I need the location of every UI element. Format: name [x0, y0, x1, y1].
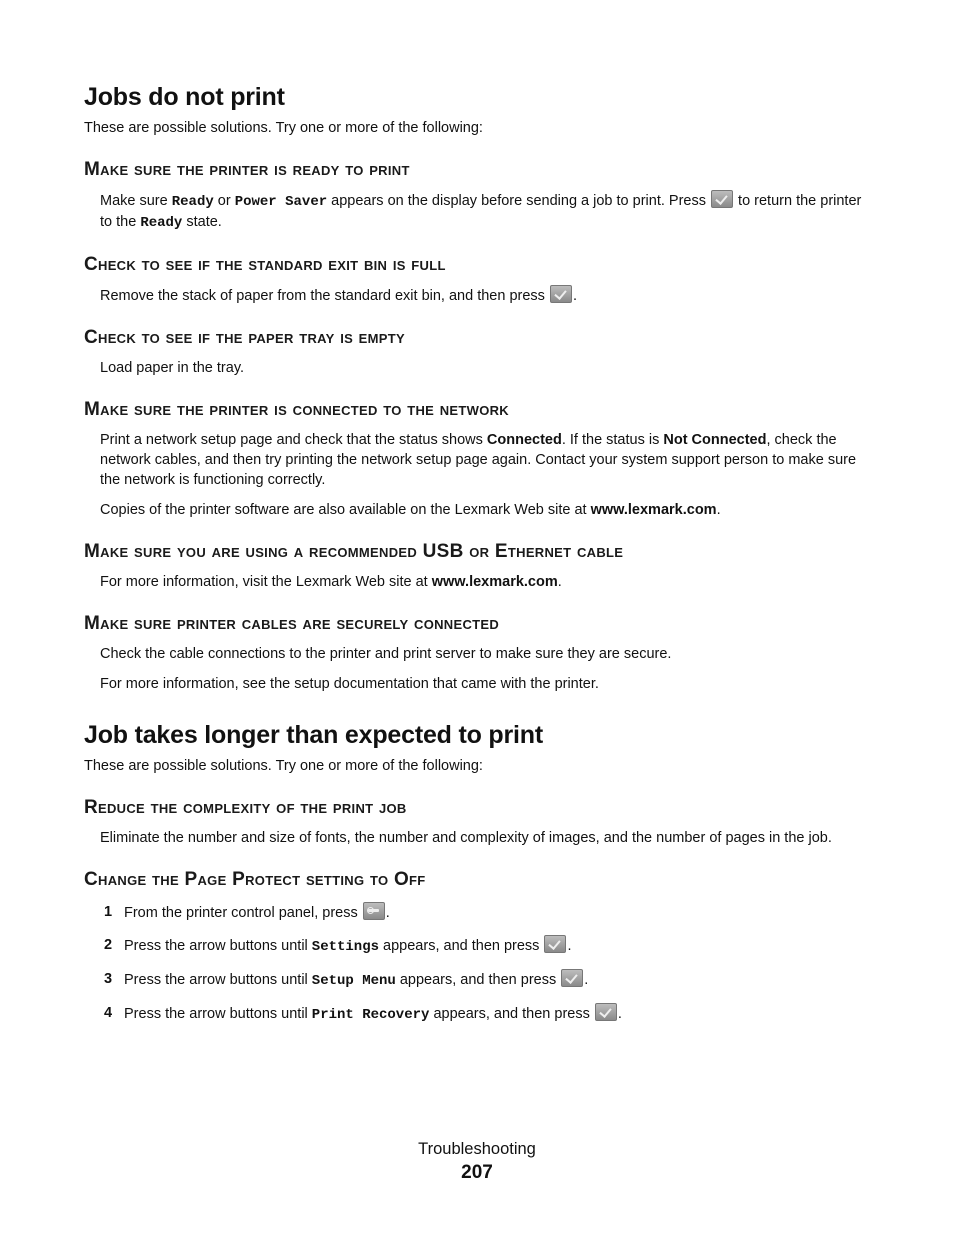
subsection-heading: Make sure printer cables are securely connected [84, 613, 500, 634]
paragraph: Check the cable connections to the printer and print server to make sure they are secure. [100, 646, 672, 662]
section-title-jobs-do-not-print: Jobs do not print [84, 83, 285, 111]
subsection-paper-tray [84, 326, 874, 378]
display-message: Print Recovery [311, 1007, 430, 1023]
subsection-heading: Make sure the printer is connected to the network [84, 399, 509, 420]
website-url: www.lexmark.com [590, 502, 717, 518]
display-message: Ready [171, 194, 214, 210]
section-intro: These are possible solutions. Try one or more of the following: [84, 120, 483, 136]
subsection-network [84, 398, 874, 520]
paragraph: Make sure Ready or Power Saver appears on the display before sending a job to print. Press to return the printer to the Ready state. [100, 190, 874, 233]
subsection-page-protect [84, 868, 874, 1025]
checkmark-button-icon [550, 285, 572, 303]
paragraph: Remove the stack of paper from the standard exit bin, and then press . [100, 285, 874, 306]
paragraph: Eliminate the number and size of fonts, the number and complexity of images, and the number of pages in the job. [100, 830, 832, 846]
step-item: 3 Press the arrow buttons until Setup Menu appears, and then press . [104, 971, 589, 989]
step-item: 2 Press the arrow buttons until Settings appears, and then press . [104, 937, 572, 955]
step-list [84, 902, 874, 1025]
menu-key-button-icon [363, 902, 385, 920]
subsection-cables [84, 612, 874, 694]
checkmark-button-icon [561, 969, 583, 987]
subsection-printer-ready [84, 158, 874, 233]
subsection-exit-bin [84, 253, 874, 306]
subsection-heading: Reduce the complexity of the print job [84, 797, 407, 818]
paragraph: Load paper in the tray. [100, 360, 245, 376]
checkmark-button-icon [595, 1003, 617, 1021]
section-intro: These are possible solutions. Try one or more of the following: [84, 758, 483, 774]
footer-section-name: Troubleshooting [418, 1140, 536, 1158]
paragraph: For more information, see the setup documentation that came with the printer. [100, 676, 599, 692]
paragraph: For more information, visit the Lexmark Web site at www.lexmark.com. [100, 574, 562, 590]
subsection-heading: Check to see if the paper tray is empty [84, 327, 405, 348]
subsection-reduce-complexity [84, 796, 874, 848]
step-item: 1 From the printer control panel, press . [104, 904, 390, 921]
document-page [84, 80, 874, 1037]
section-title-job-takes-longer: Job takes longer than expected to print [84, 721, 543, 749]
subsection-heading: Check to see if the standard exit bin is full [84, 254, 446, 275]
paragraph: Print a network setup page and check that the status shows Connected. If the status is Not Connected, check the network cables, and then try printing the network setup page again. Contact your system support person to make sure the network is functioning correctly. [100, 432, 857, 488]
subsection-usb-ethernet [84, 540, 874, 592]
subsection-heading: Make sure the printer is ready to print [84, 159, 410, 180]
page-footer [0, 1138, 954, 1186]
display-message: Setup Menu [311, 973, 396, 989]
checkmark-button-icon [544, 935, 566, 953]
subsection-heading: Change the Page Protect setting to Off [84, 869, 426, 890]
page-number: 207 [461, 1162, 493, 1183]
display-message: Settings [311, 939, 380, 955]
website-url: www.lexmark.com [431, 574, 558, 590]
checkmark-button-icon [711, 190, 733, 208]
display-message: Power Saver [234, 194, 328, 210]
step-item: 4 Press the arrow buttons until Print Recovery appears, and then press . [104, 1005, 622, 1023]
subsection-heading: Make sure you are using a recommended USB or Ethernet cable [84, 541, 624, 562]
display-message: Ready [140, 215, 183, 231]
paragraph: Copies of the printer software are also available on the Lexmark Web site at www.lexmark.com. [100, 502, 721, 518]
